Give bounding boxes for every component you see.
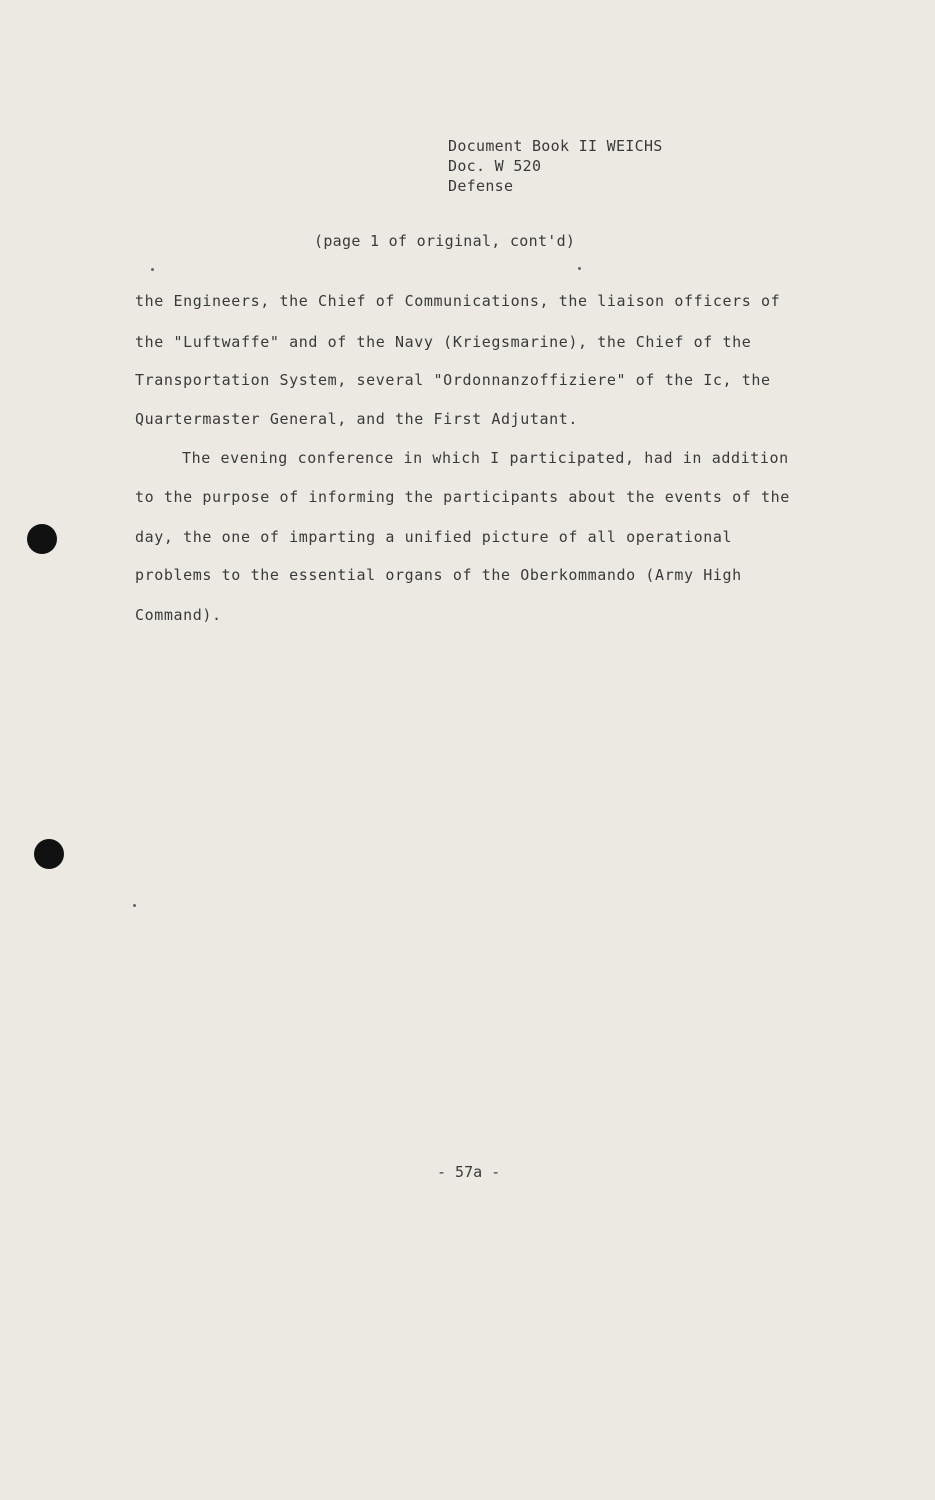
body-line-4: Quartermaster General, and the First Adjutant. [135, 410, 579, 428]
body-line-1: the Engineers, the Chief of Communications, the liaison officers of [135, 292, 781, 310]
body-line-5: The evening conference in which I participated, had in addition [182, 449, 789, 467]
header-doc-number: Doc. W 520 [448, 157, 542, 175]
punch-hole [27, 524, 57, 554]
header-document-book: Document Book II WEICHS [448, 137, 663, 155]
paper-speck [578, 267, 581, 270]
page-number: - 57a - [437, 1163, 501, 1181]
body-line-3: Transportation System, several "Ordonnanzoffiziere" of the Ic, the [135, 371, 771, 389]
body-line-2: the "Luftwaffe" and of the Navy (Kriegsmarine), the Chief of the [135, 333, 752, 351]
paper-speck [151, 268, 154, 271]
body-line-7: day, the one of imparting a unified picture of all operational [135, 528, 733, 546]
page-reference: (page 1 of original, cont'd) [314, 232, 576, 250]
document-header [448, 136, 663, 196]
punch-hole [34, 839, 64, 869]
paper-speck [133, 904, 136, 907]
body-line-8: problems to the essential organs of the Oberkommando (Army High [135, 566, 742, 584]
body-line-9: Command). [135, 606, 222, 624]
header-defense: Defense [448, 177, 514, 195]
body-line-6: to the purpose of informing the participants about the events of the [135, 488, 790, 506]
